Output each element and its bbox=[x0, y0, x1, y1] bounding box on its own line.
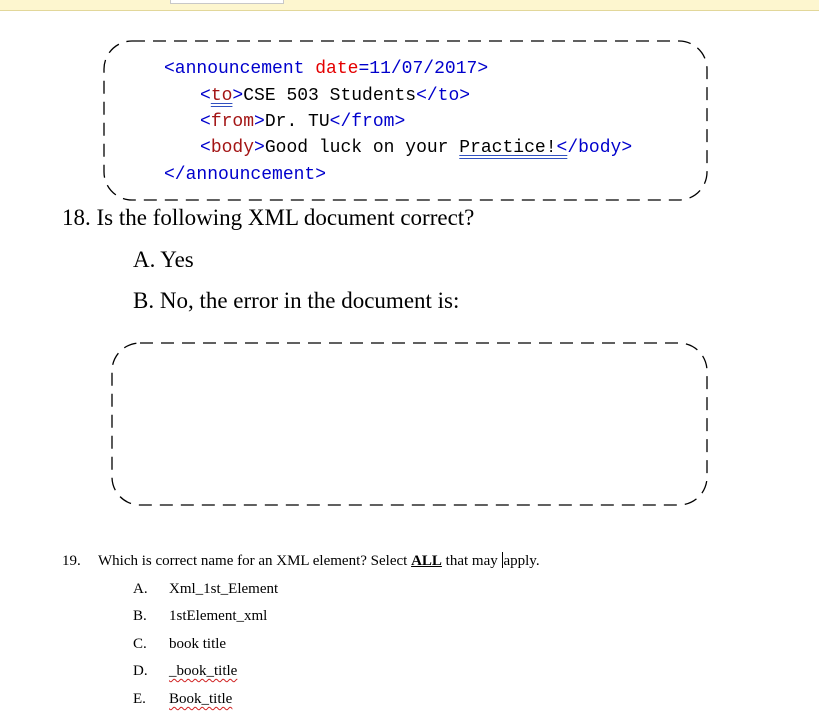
close-bracket: > bbox=[477, 59, 489, 79]
option-letter: B. bbox=[133, 608, 147, 624]
q19-option-b bbox=[133, 608, 267, 625]
from-tag-name: from bbox=[210, 112, 255, 132]
q19-option-a bbox=[133, 581, 278, 598]
announcement-close-tag: </announcement> bbox=[164, 165, 327, 185]
q19-option-c bbox=[133, 636, 226, 653]
gt-bracket: > bbox=[232, 86, 244, 106]
prompt-text-end: apply. bbox=[503, 553, 540, 569]
date-attribute: date bbox=[315, 59, 359, 79]
option-text: book title bbox=[169, 636, 227, 652]
option-text: Book_title bbox=[169, 691, 233, 707]
lt-bracket: < bbox=[200, 138, 211, 158]
equals-sign: = bbox=[358, 59, 370, 79]
q18-option-a: A. Yes bbox=[133, 247, 194, 272]
to-tag-name: to bbox=[210, 86, 233, 106]
q19-option-e bbox=[133, 691, 232, 708]
xml-line-4 bbox=[200, 138, 632, 158]
xml-line-1 bbox=[164, 59, 488, 79]
q18-option-b: B. No, the error in the document is: bbox=[133, 288, 460, 313]
option-letter: D. bbox=[133, 663, 148, 679]
xml-line-3 bbox=[200, 112, 405, 132]
xml-line-2 bbox=[200, 86, 470, 106]
to-text: CSE 503 Students bbox=[243, 86, 417, 106]
from-close-tag: </from> bbox=[329, 112, 406, 132]
header-field-box bbox=[170, 0, 284, 4]
gt-bracket: > bbox=[254, 138, 265, 158]
body-tag-name: body bbox=[210, 138, 255, 158]
to-close-tag: </to> bbox=[416, 86, 471, 106]
gt-bracket: > bbox=[254, 112, 265, 132]
announcement-open-tag: <announcement bbox=[164, 59, 305, 79]
question-19 bbox=[62, 552, 540, 570]
lt-bracket: < bbox=[200, 86, 211, 106]
body-text-practice: Practice! bbox=[459, 138, 557, 158]
q19-option-d bbox=[133, 663, 237, 680]
body-close-tag: /body> bbox=[567, 138, 633, 158]
option-text: Xml_1st_Element bbox=[169, 581, 279, 597]
question-number: 19. bbox=[62, 553, 81, 569]
lt-bracket: < bbox=[556, 138, 568, 158]
prompt-text: Which is correct name for an XML element? Select bbox=[98, 553, 412, 569]
option-letter: A. bbox=[133, 581, 148, 597]
option-letter: C. bbox=[133, 636, 147, 652]
option-letter: E. bbox=[133, 691, 146, 707]
option-text: 1stElement_xml bbox=[169, 608, 268, 624]
xml-line-5 bbox=[164, 165, 326, 185]
option-text: _book_title bbox=[169, 663, 238, 679]
date-value: 11/07/2017 bbox=[369, 59, 478, 79]
lt-bracket: < bbox=[200, 112, 211, 132]
emphasis-all: ALL bbox=[411, 553, 442, 569]
question-18: 18. Is the following XML document correct? bbox=[62, 205, 475, 230]
document-top-bar bbox=[0, 0, 819, 11]
body-text: Good luck on your bbox=[264, 138, 460, 158]
from-text: Dr. TU bbox=[264, 112, 330, 132]
prompt-text-mid: that may bbox=[441, 553, 502, 569]
answer-dashed-box[interactable] bbox=[108, 339, 712, 509]
